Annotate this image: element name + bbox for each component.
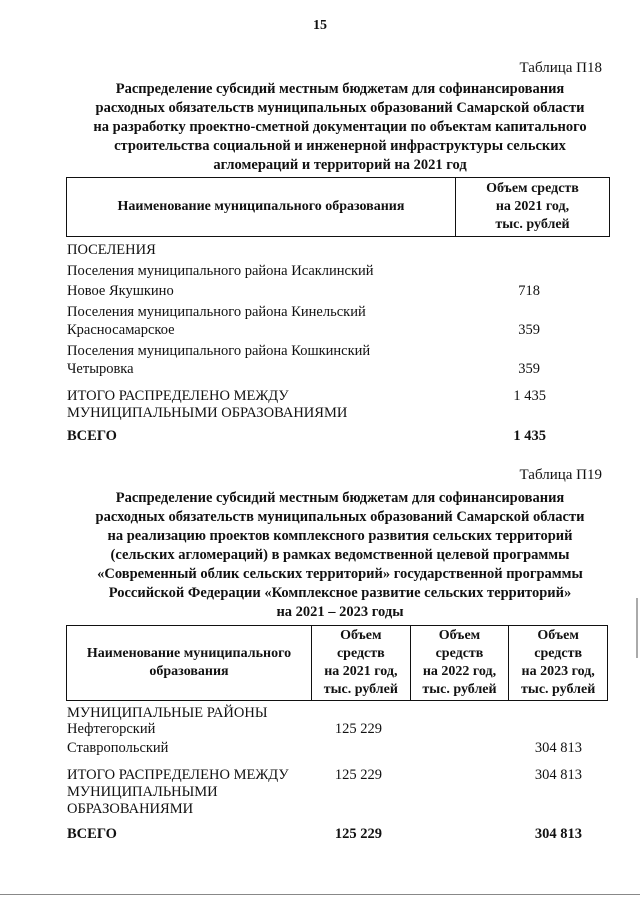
total-distributed-value-2023: 304 813	[534, 767, 582, 783]
title-line: расходных обязательств муниципальных образований Самарской области	[95, 100, 585, 116]
title-line: на реализацию проектов комплексного развития сельских территорий	[107, 528, 573, 544]
title-line: расходных обязательств муниципальных образований Самарской области	[95, 509, 585, 525]
total-distributed-label: МУНИЦИПАЛЬНЫМИ ОБРАЗОВАНИЯМИ	[67, 405, 348, 421]
table-p19-label: Таблица П19	[519, 467, 602, 483]
table-p18-label: Таблица П18	[519, 60, 602, 76]
table-row-label: Нефтегорский	[67, 721, 156, 737]
header-line: на 2023 год,	[521, 664, 595, 679]
header-line: средств	[435, 646, 484, 661]
scan-edge-line	[0, 894, 640, 895]
table-row-value-2021: 125 229	[334, 721, 382, 737]
title-line: «Современный облик сельских территорий» государственной программы	[97, 566, 583, 582]
header-name-cell	[67, 178, 456, 237]
grand-total-value: 1 435	[513, 428, 546, 444]
grand-total-label: ВСЕГО	[67, 428, 117, 444]
total-distributed-value-2021: 125 229	[334, 767, 382, 783]
table-row-label: Новое Якушкино	[67, 283, 174, 299]
header-amount-line: Объем средств	[486, 181, 579, 196]
scan-edge-mark	[636, 598, 638, 658]
table-row-label: Поселения муниципального района Исаклинский	[67, 263, 374, 279]
header-name-line: Наименование муниципального	[86, 646, 292, 661]
total-distributed-label: ИТОГО РАСПРЕДЕЛЕНО МЕЖДУ	[67, 388, 289, 404]
title-line: на 2021 – 2023 годы	[276, 604, 404, 620]
title-line: на разработку проектно-сметной документации по объектам капитального	[93, 119, 587, 135]
header-line: Объем	[438, 628, 481, 643]
header-2023-cell	[509, 626, 608, 701]
table-p18-header	[66, 177, 610, 237]
total-distributed-value: 1 435	[513, 388, 546, 404]
header-2021-cell	[312, 626, 411, 701]
title-line: Распределение субсидий местным бюджетам для софинансирования	[115, 490, 565, 506]
title-line: Распределение субсидий местным бюджетам для софинансирования	[115, 81, 565, 97]
header-amount-line: на 2021 год,	[495, 199, 570, 214]
title-line: Российской Федерации «Комплексное развитие сельских территорий»	[108, 585, 572, 601]
total-distributed-label: ИТОГО РАСПРЕДЕЛЕНО МЕЖДУ	[67, 767, 289, 783]
grand-total-value-2023: 304 813	[534, 826, 582, 842]
grand-total-value-2021: 125 229	[334, 826, 382, 842]
header-2022-cell	[410, 626, 509, 701]
header-amount-cell	[456, 178, 610, 237]
header-line: тыс. рублей	[521, 682, 596, 697]
table-row-label: Ставропольский	[67, 740, 169, 756]
title-line: (сельских агломераций) в рамках ведомственной целевой программы	[110, 547, 570, 563]
header-line: на 2021 год,	[324, 664, 398, 679]
table-row-label: Четыровка	[67, 361, 134, 377]
table-p19-title	[70, 489, 610, 622]
table-row-label: Поселения муниципального района Кошкинский	[67, 343, 371, 359]
header-name: Наименование муниципального образования	[117, 199, 405, 214]
header-line: средств	[336, 646, 385, 661]
total-distributed-label: ОБРАЗОВАНИЯМИ	[67, 801, 194, 817]
table-row-value: 718	[518, 283, 540, 299]
header-line: Объем	[340, 628, 382, 643]
table-row-value: 359	[518, 361, 540, 377]
table-row-label: Поселения муниципального района Кинельский	[67, 304, 366, 320]
total-distributed-label: МУНИЦИПАЛЬНЫМИ	[67, 784, 218, 800]
header-line: средств	[534, 646, 583, 661]
title-line: строительства социальной и инженерной инфраструктуры сельских	[114, 138, 566, 154]
table-row-label: МУНИЦИПАЛЬНЫЕ РАЙОНЫ	[67, 705, 268, 721]
header-line: на 2022 год,	[422, 664, 497, 679]
grand-total-label: ВСЕГО	[67, 826, 117, 842]
table-p18-title	[70, 80, 610, 175]
header-amount-line: тыс. рублей	[495, 217, 570, 232]
header-line: Объем	[537, 628, 579, 643]
header-name-line: образования	[149, 664, 229, 679]
header-name-cell	[67, 626, 312, 701]
table-row-label: ПОСЕЛЕНИЯ	[67, 242, 156, 258]
table-row-label: Красносамарское	[67, 322, 175, 338]
table-p19-header	[66, 625, 608, 701]
header-line: тыс. рублей	[422, 682, 497, 697]
table-row-value: 359	[518, 322, 540, 338]
page-number: 15	[313, 18, 327, 33]
title-line: агломераций и территорий на 2021 год	[213, 157, 467, 173]
header-line: тыс. рублей	[323, 682, 398, 697]
table-row-value-2023: 304 813	[534, 740, 582, 756]
